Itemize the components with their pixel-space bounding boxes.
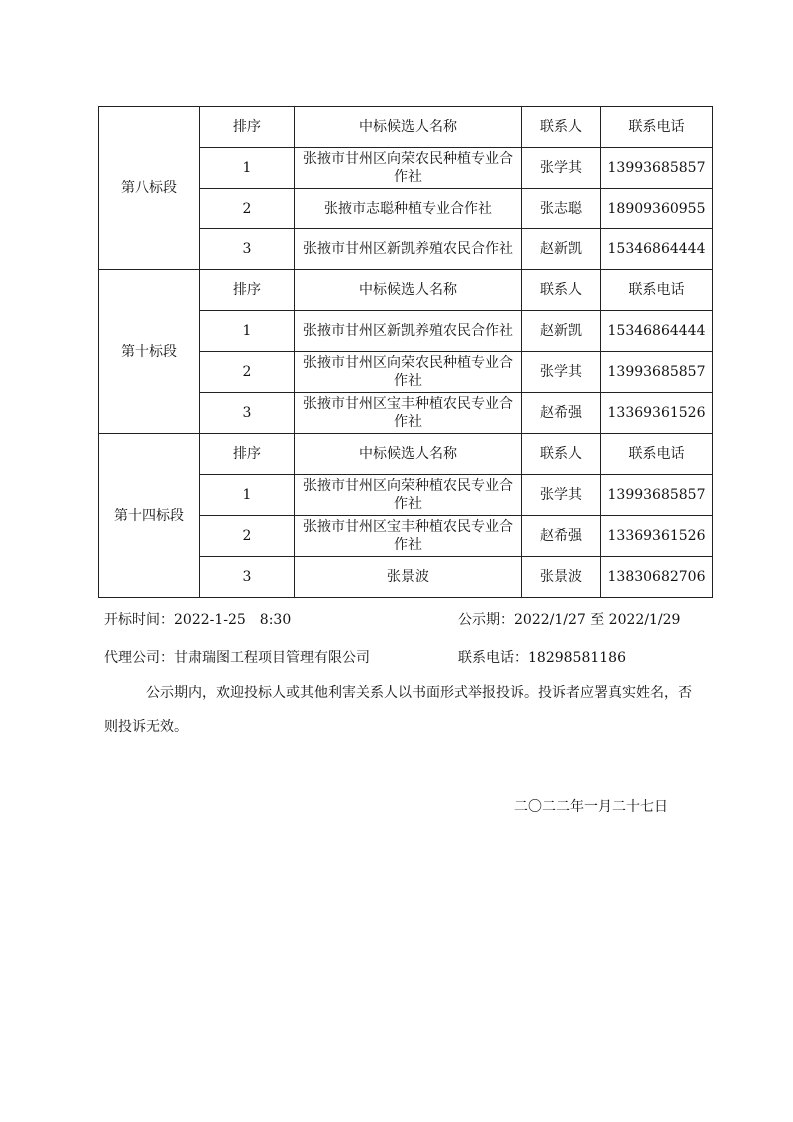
cell-name: 张掖市甘州区宝丰种植农民专业合作社 [295, 393, 522, 434]
cell-name: 张掖市甘州区向荣种植农民专业合作社 [295, 475, 522, 516]
table-header-row [99, 107, 713, 148]
cell-rank: 3 [200, 557, 295, 598]
cell-rank: 2 [200, 189, 295, 229]
complaint-notice: 公示期内，欢迎投标人或其他利害关系人以书面形式举报投诉。投诉者应署真实姓名，否则投诉无效。 [104, 685, 692, 735]
cell-contact: 张学其 [522, 475, 601, 516]
section-label: 第八标段 [99, 107, 200, 270]
cell-phone: 15346864444 [601, 229, 713, 270]
agent-phone: 联系电话：18298581186 [458, 650, 626, 666]
cell-contact: 张学其 [522, 148, 601, 189]
cell-contact: 赵新凯 [522, 229, 601, 270]
agent-company: 代理公司：甘肃瑞图工程项目管理有限公司 [104, 650, 370, 666]
table-header-row [99, 434, 713, 475]
cell-rank: 3 [200, 393, 295, 434]
header-rank: 排序 [200, 434, 295, 475]
cell-contact: 赵希强 [522, 516, 601, 557]
cell-phone: 13993685857 [601, 475, 713, 516]
cell-rank: 2 [200, 516, 295, 557]
cell-contact: 张学其 [522, 352, 601, 393]
header-name: 中标候选人名称 [295, 434, 522, 475]
cell-name: 张掖市甘州区向荣农民种植专业合作社 [295, 352, 522, 393]
cell-rank: 2 [200, 352, 295, 393]
header-contact: 联系人 [522, 434, 601, 475]
cell-rank: 1 [200, 311, 295, 352]
header-name: 中标候选人名称 [295, 270, 522, 311]
cell-phone: 13830682706 [601, 557, 713, 598]
table-header-row [99, 270, 713, 311]
header-phone: 联系电话 [601, 270, 713, 311]
header-phone: 联系电话 [601, 107, 713, 148]
cell-phone: 13369361526 [601, 516, 713, 557]
cell-contact: 张景波 [522, 557, 601, 598]
cell-phone: 15346864444 [601, 311, 713, 352]
cell-name: 张掖市甘州区宝丰种植农民专业合作社 [295, 516, 522, 557]
cell-phone: 13993685857 [601, 352, 713, 393]
header-contact: 联系人 [522, 270, 601, 311]
cell-contact: 张志聪 [522, 189, 601, 229]
cell-rank: 1 [200, 475, 295, 516]
cell-rank: 3 [200, 229, 295, 270]
cell-name: 张掖市甘州区新凯养殖农民合作社 [295, 311, 522, 352]
section-label: 第十四标段 [99, 434, 200, 598]
cell-phone: 13993685857 [601, 148, 713, 189]
cell-contact: 赵新凯 [522, 311, 601, 352]
cell-name: 张掖市志聪种植专业合作社 [295, 189, 522, 229]
header-contact: 联系人 [522, 107, 601, 148]
header-rank: 排序 [200, 107, 295, 148]
bid-candidates-table [98, 106, 713, 598]
open-time: 开标时间：2022-1-25 8:30 [104, 612, 292, 628]
cell-phone: 18909360955 [601, 189, 713, 229]
cell-name: 张景波 [295, 557, 522, 598]
notice-period: 公示期：2022/1/27 至 2022/1/29 [458, 612, 681, 628]
section-label: 第十标段 [99, 270, 200, 434]
cell-contact: 赵希强 [522, 393, 601, 434]
cell-name: 张掖市甘州区新凯养殖农民合作社 [295, 229, 522, 270]
header-phone: 联系电话 [601, 434, 713, 475]
cell-phone: 13369361526 [601, 393, 713, 434]
cell-name: 张掖市甘州区向荣农民种植专业合作社 [295, 148, 522, 189]
header-name: 中标候选人名称 [295, 107, 522, 148]
header-rank: 排序 [200, 270, 295, 311]
document-date: 二〇二二年一月二十七日 [514, 799, 668, 815]
cell-rank: 1 [200, 148, 295, 189]
